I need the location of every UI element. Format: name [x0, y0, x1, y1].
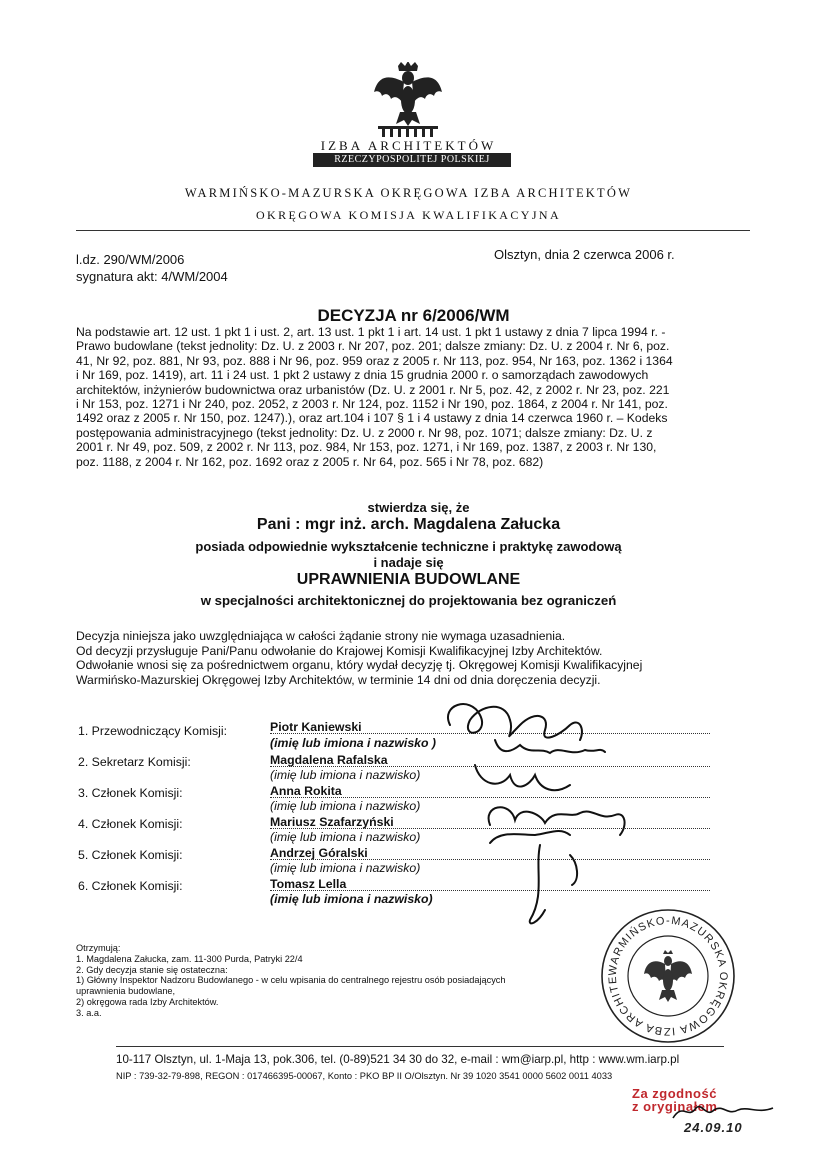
izba-title: IZBA ARCHITEKTÓW: [320, 138, 497, 153]
case-signature: sygnatura akt: 4/WM/2004: [76, 269, 228, 284]
header-divider: [76, 230, 750, 231]
decision-title: DECYZJA nr 6/2006/WM: [317, 306, 510, 325]
note-line: Warmińsko-Mazurskiej Okręgowej Izby Architektów, w terminie 14 dni od dnia doręczenia decyzji.: [76, 672, 601, 687]
recipient-line: 1) Główny Inspektor Nadzoru Budowlanego - w celu wpisania do centralnego rejestru osób posiadających: [76, 975, 506, 986]
recipient-line: 3. a.a.: [76, 1007, 102, 1018]
recipient-line: 2. Gdy decyzja stanie się ostateczna:: [76, 964, 228, 975]
recipient-line: 2) okręgowa rada Izby Architektów.: [76, 996, 219, 1007]
states-line: stwierdza się, że: [367, 500, 470, 515]
member-hint: (imię lub imiona i nazwisko): [270, 830, 421, 844]
member-name-text: Piotr Kaniewski: [270, 720, 362, 734]
legal-basis: [76, 325, 756, 469]
legal-line: Prawo budowlane (tekst jednolity: Dz. U. z 2003 r. Nr 207, poz. 201; dalsze zmiany: Dz. U. z 2004 r. Nr 6, poz.: [76, 339, 670, 354]
member-hint: (imię lub imiona i nazwisko): [270, 799, 421, 813]
recipients: [76, 943, 596, 1019]
certified-copy-stamp: [628, 1086, 778, 1146]
appeal-notes: [76, 629, 756, 687]
member-name-text: Anna Rokita: [270, 784, 342, 798]
member-name-text: Mariusz Szafarzyński: [270, 815, 394, 829]
legal-line: 2001 r. Nr 49, poz. 509, z 2002 r. Nr 113, poz. 984, Nr 153, poz. 1271, i Nr 169, poz. 1387, z 2003 r. Nr 130,: [76, 440, 657, 455]
recipient-line: 1. Magdalena Załucka, zam. 11-300 Purda, Patryki 22/4: [76, 953, 303, 964]
recipient-line: uprawnienia budowlane,: [76, 986, 176, 997]
legal-line: postępowania administracyjnego (tekst jednolity: Dz. U. z 2000 r. Nr 98, poz. 1071; dalsze zmiany: Dz. U. z: [76, 425, 653, 440]
stamp-seal-icon: [598, 906, 738, 1046]
certified-date: 24.09.10: [684, 1120, 743, 1135]
eagle-emblem: [0, 62, 817, 145]
org-name: WARMIŃSKO-MAZURSKA OKRĘGOWA IZBA ARCHITEKTÓW: [184, 186, 633, 200]
recipients-heading: Otrzymują:: [76, 943, 121, 953]
member-role: 6. Członek Komisji:: [78, 879, 183, 893]
member-name-text: Tomasz Lella: [270, 877, 347, 891]
footer-divider: [116, 1046, 724, 1047]
speciality-line: w specjalności architektonicznej do projektowania bez ograniczeń: [200, 593, 617, 608]
qualification-line: posiada odpowiednie wykształcenie techniczne i praktykę zawodową: [195, 539, 622, 554]
ldz-number: l.dz. 290/WM/2006: [76, 252, 185, 267]
member-hint: (imię lub imiona i nazwisko): [270, 861, 421, 875]
member-role: 1. Przewodniczący Komisji:: [78, 724, 227, 738]
member-role: 4. Członek Komisji:: [78, 817, 183, 831]
note-line: Decyzja niniejsza jako uwzględniająca w całości żądanie strony nie wymaga uzasadnienia.: [76, 629, 566, 643]
official-stamp: [598, 906, 738, 1046]
member-name-text: Andrzej Góralski: [270, 846, 368, 860]
footer-bank: NIP : 739-32-79-898, REGON : 017466395-00067, Konto : PKO BP II O/Olsztyn. Nr 39 1020 3541 0000 5602 0011 4033: [116, 1071, 613, 1081]
rights-title: UPRAWNIENIA BUDOWLANE: [296, 571, 521, 588]
note-line: Od decyzji przysługuje Pani/Panu odwołanie do Krajowej Komisji Kwalifikacyjnej Izby Architektów.: [76, 643, 603, 658]
legal-line: Na podstawie art. 12 ust. 1 pkt 1 i ust. 2, art. 13 ust. 1 pkt 1 i art. 14 ust. 1 pkt 1 ustawy z dnia 7 lipca 1994 r. -: [76, 325, 666, 339]
place-date: Olsztyn, dnia 2 czerwca 2006 r.: [494, 247, 675, 262]
legal-line: i Nr 169, poz. 1419), art. 11 i 24 ust. 1 pkt 2 ustawy z dnia 15 grudnia 2000 r. o samorządach zawodowych: [76, 368, 649, 383]
person-name: Pani : mgr inż. arch. Magdalena Załucka: [256, 516, 561, 533]
member-hint: (imię lub imiona i nazwisko ): [270, 736, 437, 750]
handwritten-signatures: [420, 695, 660, 935]
grants-line: i nadaje się: [373, 555, 444, 570]
member-role: 3. Członek Komisji:: [78, 786, 183, 800]
member-name-text: Magdalena Rafalska: [270, 753, 388, 767]
legal-line: i Nr 153, poz. 1271 i Nr 240, poz. 2052, z 2003 r. Nr 124, poz. 1152 i Nr 190, poz. 1864, z 2004 r. Nr 141, poz.: [76, 397, 668, 412]
republic-band: RZECZYPOSPOLITEJ POLSKIEJ: [313, 153, 511, 167]
legal-line: 41, Nr 92, poz. 881, Nr 93, poz. 888 i Nr 96, poz. 959 oraz z 2005 r. Nr 113, poz. 954, Nr 163, poz. 1362 i 1364: [76, 353, 673, 368]
certified-line-1: Za zgodność: [632, 1086, 717, 1101]
svg-text:WARMIŃSKO-MAZURSKA OKRĘGOWA IZ: WARMIŃSKO-MAZURSKA OKRĘGOWA IZBA ARCHITE: [606, 914, 730, 1038]
note-line: Odwołanie wnosi się za pośrednictwem organu, który wydał decyzję tj. Okręgowej Komisji Kwalifikacyjnej: [76, 658, 643, 673]
legal-line: poz. 1188, z 2004 r. Nr 162, poz. 1692 oraz z 2005 r. Nr 64, poz. 565 i Nr 78, poz. 682): [76, 454, 544, 469]
commission-name: OKRĘGOWA KOMISJA KWALIFIKACYJNA: [255, 208, 562, 222]
eagle-icon: [0, 62, 817, 140]
member-role: 5. Członek Komisji:: [78, 848, 183, 862]
member-hint: (imię lub imiona i nazwisko): [270, 892, 433, 906]
legal-line: 1492 oraz z 2005 r. Nr 150, poz. 1247).), oraz art.104 i 107 § 1 i 4 ustawy z dnia 14 czerwca 1960 r. – Kodeks: [76, 411, 668, 426]
footer-address: 10-117 Olsztyn, ul. 1-Maja 13, pok.306, tel. (0-89)521 34 30 do 32, e-mail : wm@iarp.pl, http : www.wm.iarp.pl: [116, 1053, 680, 1066]
certified-line-2: z oryginałem: [632, 1099, 718, 1114]
member-role: 2. Sekretarz Komisji:: [78, 755, 191, 769]
legal-line: architektów, inżynierów budownictwa oraz urbanistów (Dz. U. z 2001 r. Nr 5, poz. 42, z 2002 r. Nr 23, poz. 221: [76, 382, 670, 397]
member-hint: (imię lub imiona i nazwisko): [270, 768, 421, 782]
